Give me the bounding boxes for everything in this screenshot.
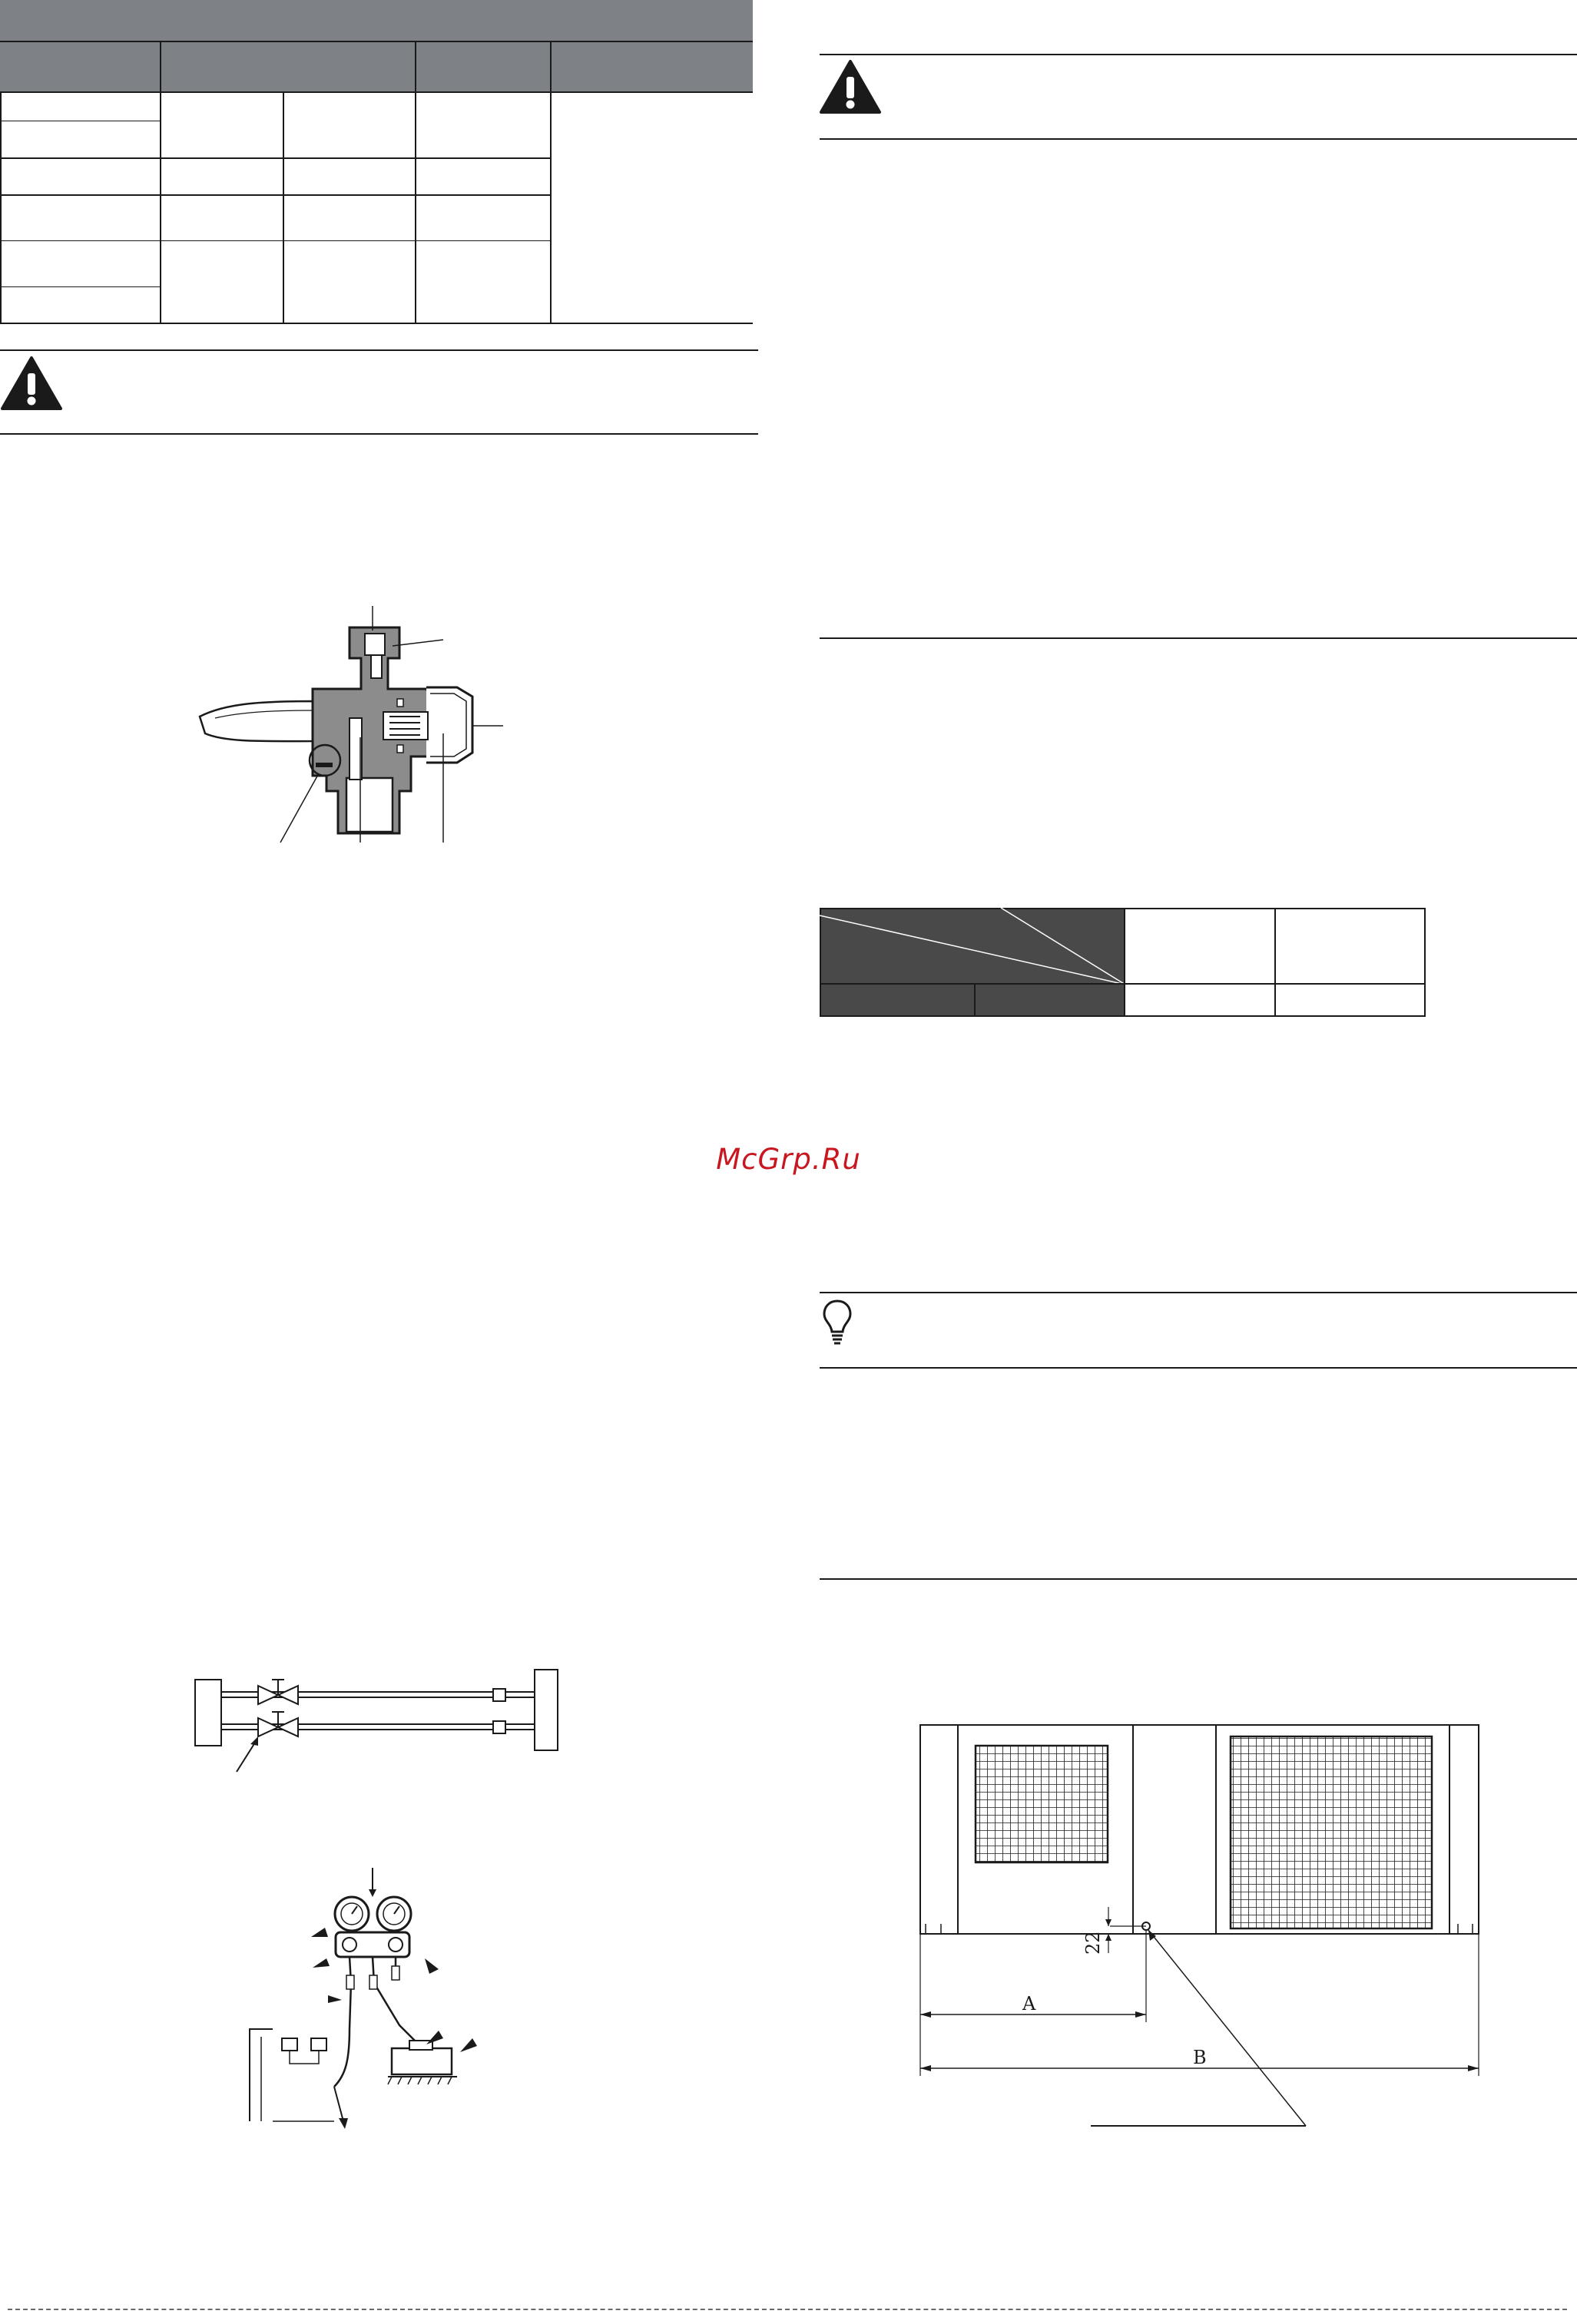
warning-triangle-icon: [819, 58, 882, 115]
dimension-a-label: A: [1022, 1993, 1036, 2014]
unit-dimension-drawing: [918, 1723, 1483, 2137]
diagonal-header-cell: [820, 908, 1125, 985]
warning-triangle-icon: [0, 355, 63, 412]
lightbulb-icon: [822, 1298, 853, 1346]
spec-table-header-row: [0, 42, 753, 93]
tip-box-top-rule: [820, 1292, 1577, 1293]
service-valve-diagram: [196, 603, 511, 849]
dimension-22-label: 22: [1082, 1931, 1104, 1955]
piping-schematic: [192, 1663, 561, 1778]
right-warning-top-rule: [820, 54, 1577, 55]
page-footer-dashed-rule: [8, 2309, 1567, 2310]
diagonal-table-subheader-left: [820, 983, 976, 1017]
right-section-rule: [820, 637, 1577, 639]
diagonal-table-subheader-right: [974, 983, 1125, 1017]
warning-box-top-rule: [0, 349, 758, 351]
dimension-b-label: B: [1193, 2047, 1207, 2068]
warning-box-bottom-rule: [0, 433, 758, 435]
tip-box-middle-rule: [820, 1367, 1577, 1369]
watermark-text: McGrp.Ru: [716, 1143, 861, 1176]
gauge-manifold-diagram: [242, 1868, 480, 2129]
tip-box-bottom-rule: [820, 1578, 1577, 1580]
spec-table-header-band: [0, 0, 753, 42]
right-warning-bottom-rule: [820, 138, 1577, 140]
